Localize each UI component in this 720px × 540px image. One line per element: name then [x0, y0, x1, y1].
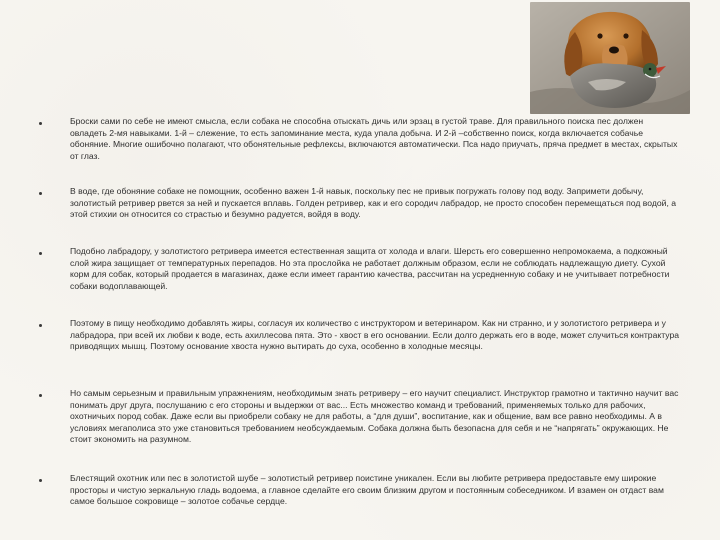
- bullet-text: Поэтому в пищу необходимо добавлять жиры, согласуя их количество с инструктором и ветеринаром. Как ни странно, и у золотистого ретривера и у лабрадора, при всей их любви к воде, есть ахиллесова пята. Это - хвост в его основании. Если долго держать его в воде, может случиться контрактура приводящих мышц. Поэтому основание хвоста нужно вытирать до суха, особенно в холодные месяцы.: [70, 318, 680, 352]
- bullet-icon: [39, 394, 42, 397]
- bullet-text: Подобно лабрадору, у золотистого ретривера имеется естественная защита от холода и влаги. Шерсть его совершенно непромокаема, а подкожный слой жира защищает от температурных перепадов. Но эта прослойка не работает должным образом, если не соблюдать надлежащую диету. Сухой корм для собак, который продается в магазинах, даже если имеет гарантию качества, рассчитан на усредненную собаку и не учитывает потребности собаки водоплавающей.: [70, 246, 670, 291]
- bullet-text: В воде, где обоняние собаке не помощник, особенно важен 1-й навык, поскольку пес не привык погружать голову под воду. Запримети добычу, золотистый ретривер рвется за ней и пускается вплавь. Голден ретривер, как и его сородич лабрадор, не просто способен перемещаться под водой, а этой стихии он относится со страстью и безумно радуется, войдя в воду.: [70, 186, 677, 220]
- bullet-icon: [39, 192, 42, 195]
- bullet-icon: [39, 479, 42, 482]
- bullet-text: Блестящий охотник или пес в золотистой шубе – золотистый ретривер поистине уникален. Если вы любите ретривера предоставьте ему широкие просторы и чистую зеркальную гладь водоема, а главное сделайте его своим близким другом и постоянным собеседником. И взамен он отдаст вам самое большое сокровище – золотое собачье сердце.: [70, 473, 664, 507]
- bullet-text: Но самым серьезным и правильным упражнениям, необходимым знать ретриверу – его научит специалист. Инструктор грамотно и тактично научит вас понимать друг друга, послушанию с его стороны и выдержки от вас... Есть множество команд и требований, применяемых только для рабочих, охотничьих пород собак. Даже если вы приобрели собаку не для работы, а “для души”, воспитание, как и общение, вам все равно необходимы. А в условиях мегаполиса это уже становиться требованием необсуждаемым. Собака должна быть безопасна для себя и не “напрягать” окружающих. Не стоит экономить на разумном.: [70, 388, 679, 445]
- bullet-icon: [39, 122, 42, 125]
- bullet-icon: [39, 324, 42, 327]
- bullet-icon: [39, 252, 42, 255]
- bullet-text: Броски сами по себе не имеют смысла, если собака не способна отыскать дичь или эрзац в густой траве. Для правильного поиска пес должен овладеть 2-мя навыками. 1-й – слежение, то есть запоминание места, куда упала добыча. И 2-й –собственно поиск, когда включается собачье обоняние. Многие ошибочно полагают, что обонятельные рефлексы, включаются автоматически. Пса надо приучать, пряча предмет в местах, скрытых от глаз.: [70, 116, 678, 161]
